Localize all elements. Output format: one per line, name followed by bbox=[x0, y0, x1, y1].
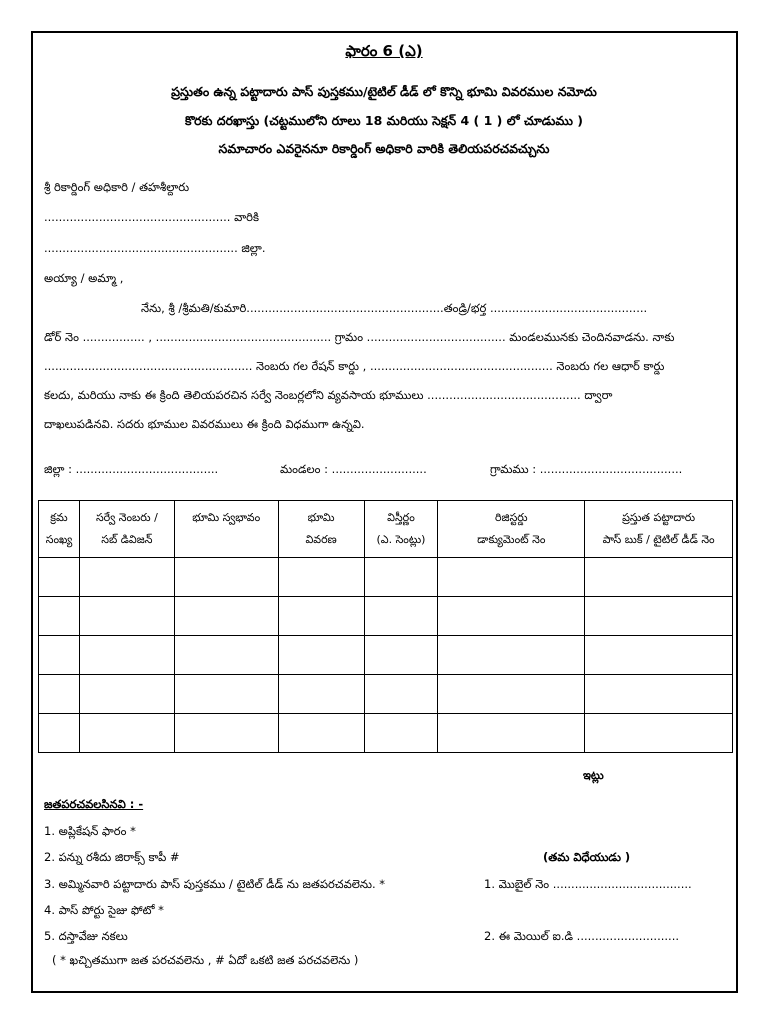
table-cell[interactable] bbox=[364, 558, 438, 597]
table-cell[interactable] bbox=[39, 558, 80, 597]
table-cell[interactable] bbox=[364, 636, 438, 675]
table-cell[interactable] bbox=[79, 675, 174, 714]
heading-line-3: సమాచారం ఎవరైననూ రికార్డింగ్ అధికారి వారికి తెలియపరచవచ్చును bbox=[218, 141, 550, 156]
form-title: ఫారం 6 (ఎ) bbox=[345, 42, 423, 60]
header-land-description: భూమి వివరణ bbox=[278, 501, 364, 558]
table-cell[interactable] bbox=[278, 558, 364, 597]
table-row bbox=[39, 714, 733, 753]
yours-faithfully: ఇట్లు bbox=[583, 768, 604, 782]
salutation: అయ్యా / అమ్మా , bbox=[44, 271, 124, 285]
location-mandal: మండలం : .......................... bbox=[280, 462, 427, 476]
table-cell[interactable] bbox=[438, 597, 585, 636]
heading-line-2: కొరకు దరఖాస్తు (చట్టములోని రూలు 18 మరియు సెక్షన్ 4 ( 1 ) లో చూడుము ) bbox=[185, 113, 583, 128]
table-cell[interactable] bbox=[174, 558, 278, 597]
to-line: ................................................... వారికి bbox=[44, 210, 259, 224]
header-passbook-no: ప్రస్తుత పట్టాదారు పాస్ బుక్ / టైటిల్ డీడ్ నెం bbox=[585, 501, 733, 558]
table-row bbox=[39, 597, 733, 636]
table-cell[interactable] bbox=[585, 558, 733, 597]
table-cell[interactable] bbox=[79, 636, 174, 675]
body-line-2: డోర్ నెం ................. , ................................................ గ్రామం ...................................... మండలమునకు చెందినవాడను. నాకు bbox=[44, 330, 675, 344]
location-village: గ్రామము : ....................................... bbox=[490, 462, 683, 476]
body-line-4: కలదు, మరియు నాకు ఈ క్రింది తెలియపరచిన సర్వే నెంబర్లలోని వ్యవసాయ భూములు .......................................... ద్వారా bbox=[44, 388, 613, 402]
table-header-row bbox=[39, 501, 733, 558]
table-cell[interactable] bbox=[39, 714, 80, 753]
table-cell[interactable] bbox=[174, 597, 278, 636]
table-row bbox=[39, 636, 733, 675]
table-row bbox=[39, 558, 733, 597]
table-cell[interactable] bbox=[278, 675, 364, 714]
table-cell[interactable] bbox=[364, 675, 438, 714]
table-cell[interactable] bbox=[174, 675, 278, 714]
table-row bbox=[39, 675, 733, 714]
table-cell[interactable] bbox=[39, 636, 80, 675]
attachment-item-3: 3. అమ్మినవారి పట్టాదారు పాస్ పుస్తకము / టైటిల్ డీడ్ ను జతపరచవలెను. * bbox=[44, 877, 386, 891]
header-survey-no: సర్వే నెంబరు / సబ్ డివిజన్ bbox=[79, 501, 174, 558]
header-serial-no: క్రమ సంఖ్య bbox=[39, 501, 80, 558]
header-extent: విస్తీర్ణం (ఎ. సెంట్లు) bbox=[364, 501, 438, 558]
table-cell[interactable] bbox=[438, 636, 585, 675]
table-cell[interactable] bbox=[174, 714, 278, 753]
header-registered-document: రిజిస్టర్డు డాక్యుమెంట్ నెం bbox=[438, 501, 585, 558]
body-line-5: దాఖలుపడినవి. సదరు భూముల వివరములు ఈ క్రింది విధముగా ఉన్నవి. bbox=[44, 417, 365, 431]
table-cell[interactable] bbox=[585, 675, 733, 714]
table-cell[interactable] bbox=[39, 675, 80, 714]
table-cell[interactable] bbox=[364, 597, 438, 636]
attachment-item-4: 4. పాస్ పోర్టు సైజు ఫోటో * bbox=[44, 903, 164, 917]
district-line: ..................................................... జిల్లా. bbox=[44, 241, 266, 255]
table-cell[interactable] bbox=[278, 636, 364, 675]
signature-label: (తమ విధేయుడు ) bbox=[543, 850, 631, 864]
body-line-3: ......................................................... నెంబరు గల రేషన్ కార్డు , .................................................. నెంబరు గల ఆధార్ కార్డు bbox=[44, 359, 665, 373]
table-cell[interactable] bbox=[278, 714, 364, 753]
heading-line-1: ప్రస్తుతం ఉన్న పట్టాదారు పాస్ పుస్తకము/టైటిల్ డీడ్ లో కొన్ని భూమి వివరముల నమోదు bbox=[171, 84, 597, 99]
land-details-table bbox=[38, 500, 733, 753]
table-cell[interactable] bbox=[585, 636, 733, 675]
body-line-1: నేను, శ్రీ /శ్రీమతి/కుమారి......................................................తండ్రి/భర్త ........................................... bbox=[141, 301, 648, 315]
table-cell[interactable] bbox=[174, 636, 278, 675]
mobile-number: 1. మొబైల్ నెం ...................................... bbox=[484, 877, 692, 891]
table-cell[interactable] bbox=[585, 597, 733, 636]
table-cell[interactable] bbox=[79, 597, 174, 636]
table-cell[interactable] bbox=[39, 597, 80, 636]
attachment-note: ( * ఖచ్చితముగా జత పరచవలెను , # ఏదో ఒకటి జత పరచవలెను ) bbox=[52, 953, 359, 967]
table-cell[interactable] bbox=[79, 558, 174, 597]
header-land-type: భూమి స్వభావం bbox=[174, 501, 278, 558]
attachments-heading: జతపరచవలసినవి : - bbox=[44, 797, 144, 811]
table-cell[interactable] bbox=[585, 714, 733, 753]
table-cell[interactable] bbox=[79, 714, 174, 753]
table-cell[interactable] bbox=[438, 675, 585, 714]
table-cell[interactable] bbox=[364, 714, 438, 753]
attachment-item-5: 5. దస్తావేజు నకలు bbox=[44, 929, 128, 943]
attachment-item-2: 2. పన్ను రశీదు జిరాక్స్ కాపీ # bbox=[44, 850, 180, 864]
table-cell[interactable] bbox=[438, 558, 585, 597]
table-cell[interactable] bbox=[438, 714, 585, 753]
officer-address: శ్రీ రికార్డింగ్ అధికారి / తహశీల్దారు bbox=[44, 180, 190, 194]
email-id: 2. ఈ మెయిల్ ఐ.డి ............................ bbox=[484, 929, 680, 943]
table-cell[interactable] bbox=[278, 597, 364, 636]
location-district: జిల్లా : ....................................... bbox=[44, 462, 219, 476]
attachment-item-1: 1. అప్లికేషన్ ఫారం * bbox=[44, 824, 136, 838]
